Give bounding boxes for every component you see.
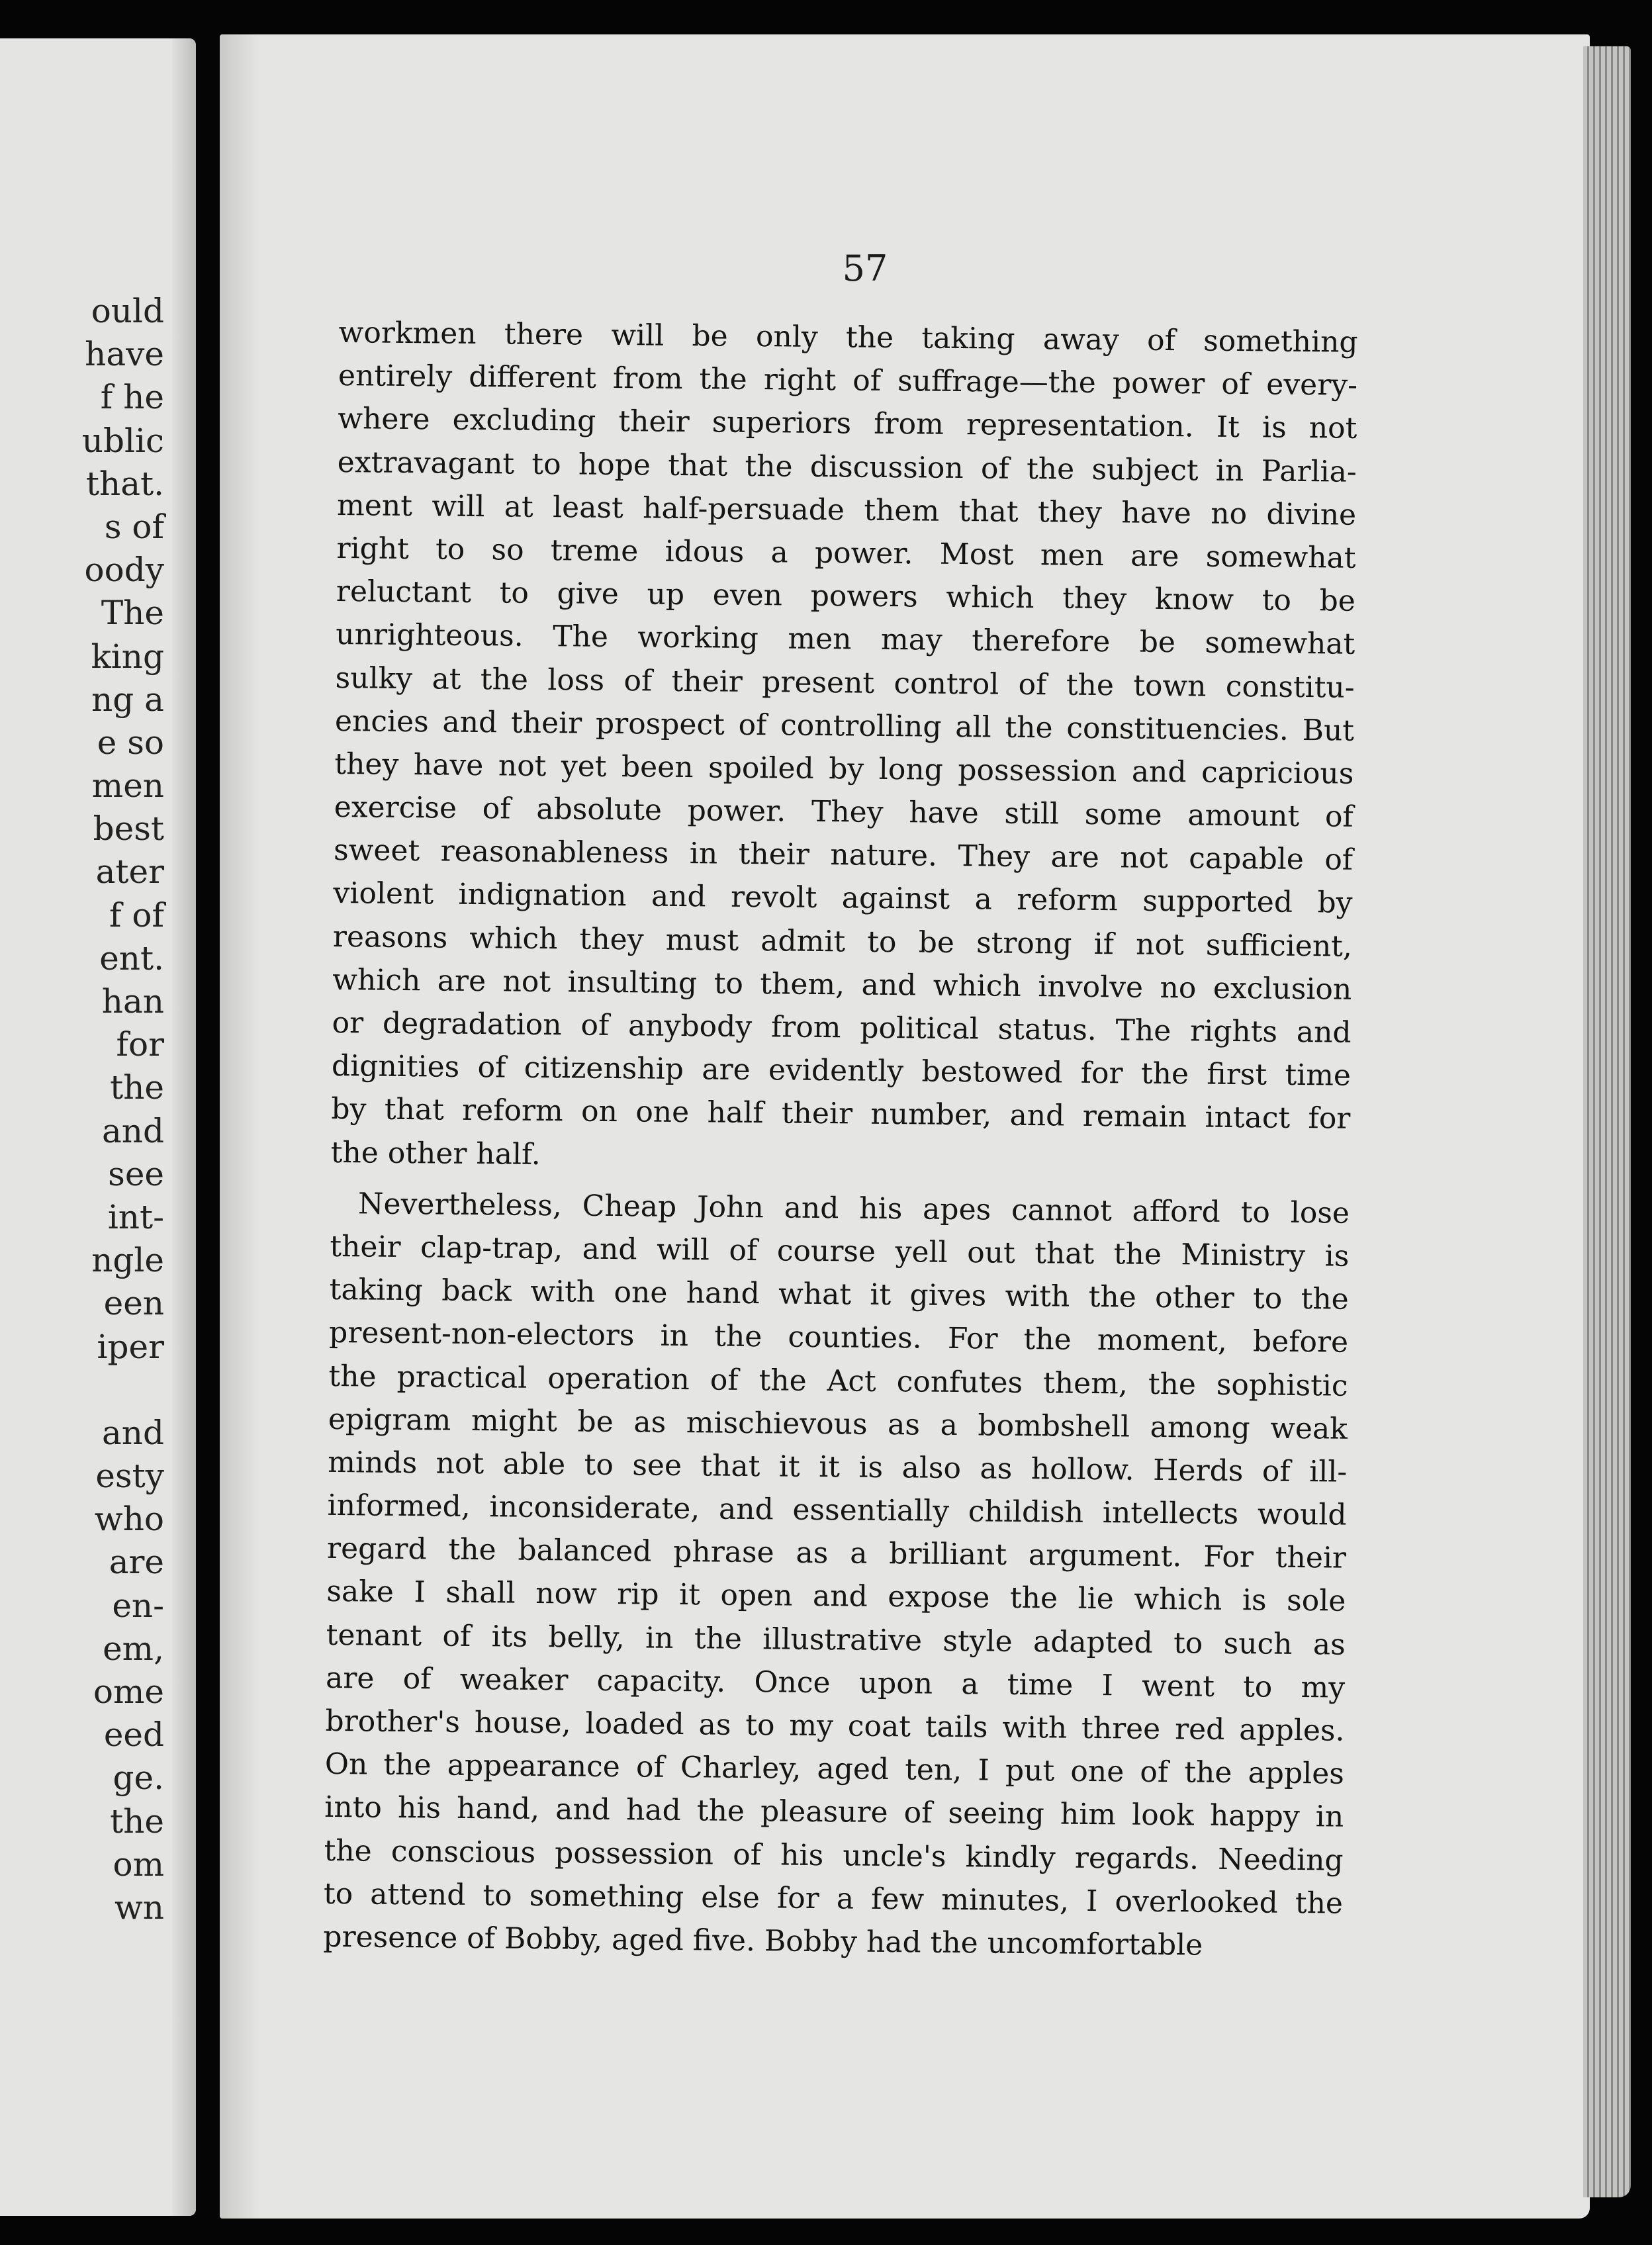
text-line: extravagant to hope that the discussion of the subject in Parlia-	[337, 445, 1357, 489]
text-line: Nevertheless, Cheap John and his apes cannot afford to lose	[357, 1187, 1350, 1230]
left-page-fragment: the	[110, 1068, 164, 1107]
text-line: reluctant to give up even powers which they know to be	[336, 574, 1356, 618]
left-page-fragment: han	[101, 982, 164, 1021]
left-page	[0, 38, 196, 2216]
left-page-fragment: ome	[93, 1672, 164, 1711]
left-page-fragment: ublic	[81, 421, 164, 460]
page-edges-stack	[1583, 46, 1631, 2197]
left-page-fragment: ould	[91, 292, 164, 330]
text-line: entirely different from the right of suffrage—the power of every-	[338, 359, 1358, 402]
text-line: regard the balanced phrase as a brilliant argument. For their	[326, 1532, 1347, 1575]
body-text	[323, 311, 1358, 1968]
left-page-fragment: s of	[104, 507, 164, 546]
left-page-fragment: see	[108, 1154, 164, 1193]
text-line: tenant of its belly, in the illustrative style adapted to such as	[326, 1618, 1346, 1662]
text-line: informed, inconsiderate, and essentially childish intellects would	[327, 1488, 1347, 1532]
left-page-fragment: een	[103, 1284, 164, 1323]
text-line: to attend to something else for a few minutes, I overlooked the	[323, 1876, 1344, 1921]
left-page-fragment: and	[101, 1111, 164, 1150]
left-page-fragment: have	[85, 335, 164, 374]
text-line: right to so treme idous a power. Most men are somewhat	[336, 531, 1356, 575]
text-line: which are not insulting to them, and which involve no exclusion	[332, 962, 1352, 1007]
right-page-gutter-shadow	[220, 34, 259, 2219]
text-line: presence of Bobby, aged five. Bobby had the uncomfortable	[323, 1919, 1203, 1962]
text-line: or degradation of anybody from political status. The rights and	[332, 1005, 1352, 1050]
left-page-fragment: the	[110, 1802, 164, 1841]
left-page-fragment: wn	[115, 1888, 164, 1927]
text-line: dignities of citizenship are evidently bestowed for the first time	[331, 1049, 1352, 1093]
text-line: the conscious possession of his uncle's kindly regards. Needing	[324, 1833, 1344, 1878]
left-page-fragment: oody	[84, 551, 164, 590]
text-line: workmen there will be only the taking away of something	[338, 315, 1358, 359]
text-line: taking back with one hand what it gives with the other to the	[329, 1273, 1349, 1316]
text-line: the other half.	[330, 1135, 541, 1171]
left-page-fragment: iper	[97, 1327, 164, 1366]
book-gutter	[196, 0, 220, 2245]
text-line: by that reform on one half their number, and remain intact for	[331, 1092, 1351, 1136]
left-page-fragment: for	[116, 1025, 164, 1064]
left-page-fragment: f he	[100, 378, 164, 417]
text-line: their clap-trap, and will of course yell out that the Ministry is	[330, 1229, 1350, 1273]
text-line: where excluding their superiors from representation. It is not	[338, 402, 1357, 446]
left-page-fragment: eed	[103, 1716, 164, 1755]
text-line: reasons which they must admit to be strong if not sufficient,	[332, 919, 1353, 964]
left-page-fragment: are	[109, 1543, 164, 1582]
text-line: brother's house, loaded as to my coat tails with three red apples.	[325, 1704, 1345, 1748]
text-line: the practical operation of the Act confutes them, the sophistic	[328, 1359, 1348, 1403]
left-page-fragment: ge.	[113, 1759, 164, 1798]
left-page-fragment: and	[101, 1413, 164, 1452]
left-page-fragment: int-	[107, 1197, 164, 1236]
left-page-fragment: f of	[109, 895, 164, 935]
text-line: exercise of absolute power. They have still some amount of	[334, 790, 1354, 834]
text-line: On the appearance of Charley, aged ten, I put one of the apples	[324, 1747, 1345, 1791]
left-page-fragment: esty	[95, 1457, 164, 1496]
left-page-fragment: e so	[97, 723, 164, 762]
left-page-fragment: ent.	[99, 939, 164, 978]
text-line: sulky at the loss of their present control of the town constitu-	[335, 661, 1355, 705]
text-line: they have not yet been spoiled by long possession and capricious	[334, 747, 1354, 791]
text-line: into his hand, and had the pleasure of seeing him look happy in	[324, 1790, 1344, 1835]
left-page-fragment: The	[101, 594, 164, 633]
page-number: 57	[842, 248, 888, 289]
text-line: encies and their prospect of controlling all the constituencies. But	[334, 704, 1355, 748]
text-line: epigram might be as mischievous as a bombshell among weak	[328, 1402, 1348, 1446]
left-page-fragment: ng a	[91, 680, 164, 719]
text-line: minds not able to see that it it is also as hollow. Herds of ill-	[328, 1445, 1348, 1489]
text-line: are of weaker capacity. Once upon a time I went to my	[325, 1661, 1346, 1705]
left-page-edge	[172, 38, 196, 2216]
left-page-text-fragments	[82, 290, 164, 1929]
text-line: sake I shall now rip it open and expose the lie which is sole	[326, 1575, 1346, 1619]
left-page-fragment	[82, 1369, 164, 1412]
left-page-fragment: best	[93, 809, 164, 848]
left-page-fragment: ater	[95, 852, 164, 892]
left-page-fragment: that.	[85, 464, 164, 503]
text-line: ment will at least half-persuade them that they have no divine	[336, 488, 1357, 532]
text-line: sweet reasonableness in their nature. They are not capable of	[333, 833, 1354, 877]
left-page-fragment: ngle	[91, 1241, 164, 1280]
left-page-fragment: em,	[103, 1629, 164, 1668]
left-page-fragment: en-	[112, 1586, 164, 1625]
left-page-fragment: who	[94, 1500, 164, 1539]
left-page-fragment: men	[91, 766, 164, 805]
left-page-fragment: king	[91, 637, 164, 676]
text-line: violent indignation and revolt against a reform supported by	[333, 876, 1353, 921]
text-line: unrighteous. The working men may therefore be somewhat	[336, 618, 1355, 662]
text-line: present-non-electors in the counties. For the moment, before	[328, 1316, 1349, 1360]
left-page-fragment: om	[113, 1845, 164, 1884]
